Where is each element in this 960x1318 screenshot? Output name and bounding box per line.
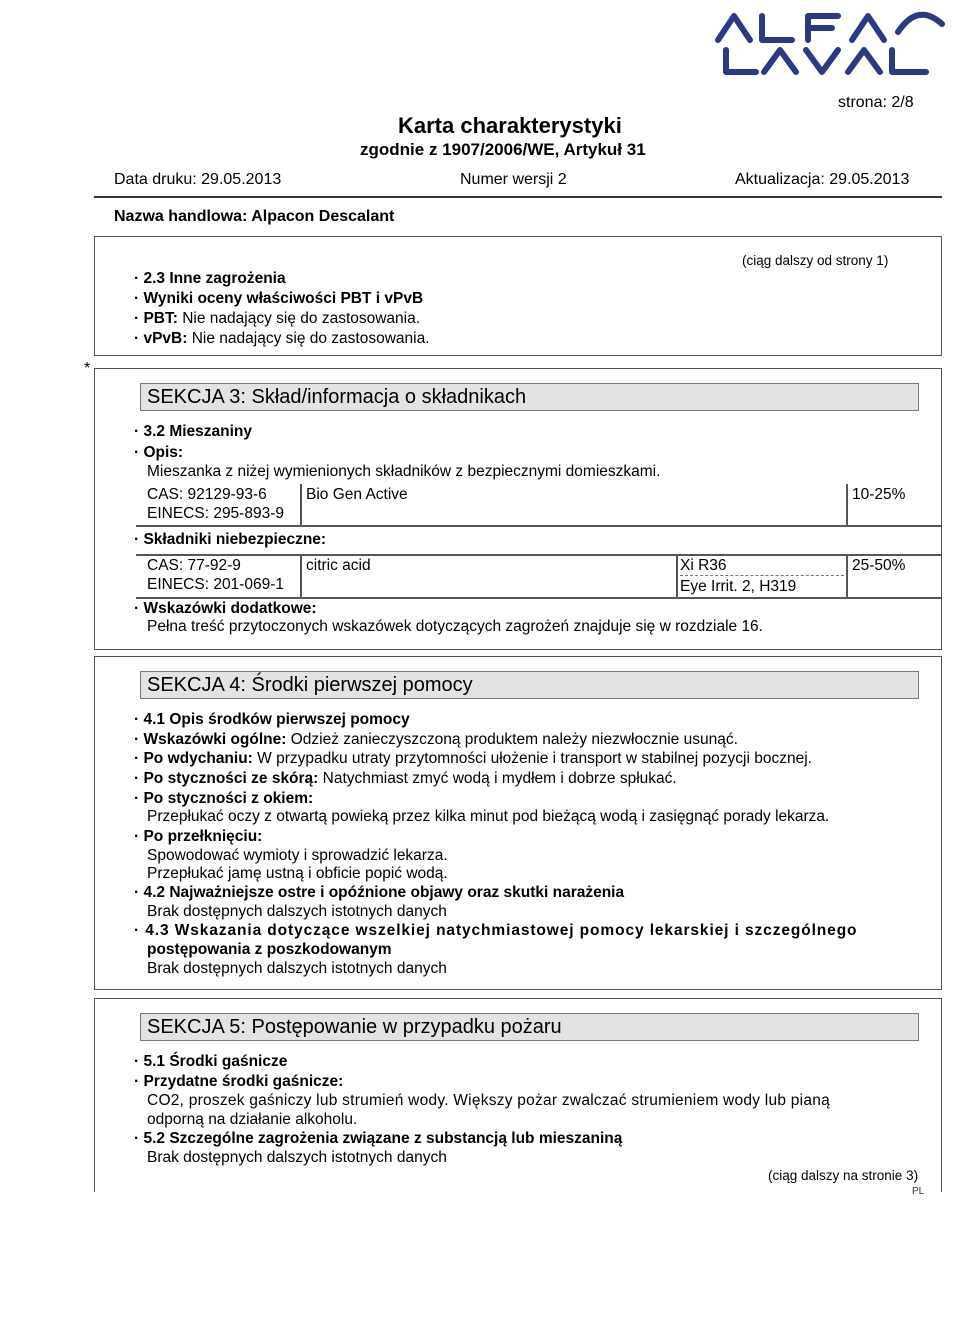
extinguishing-heading: 5.1 Środki gaśnicze bbox=[143, 1053, 288, 1070]
row1-pct-divider bbox=[846, 484, 848, 526]
sec2-line4: · vPvB: Nie nadający się do zastosowania. bbox=[134, 330, 430, 347]
sec5-suitable: · Przydatne środki gaśnicze: bbox=[134, 1073, 344, 1090]
skin-text: Natychmiast zmyć wodą i mydłem i dobrze spłukać. bbox=[322, 770, 677, 787]
row1-percent: 10-25% bbox=[852, 486, 906, 503]
suitable-text-2: odporną na działanie alkoholu. bbox=[147, 1111, 358, 1128]
row2-col-divider bbox=[300, 554, 302, 598]
general-text: Odzież zanieczyszczoną produktem należy niezwłocznie usunąć. bbox=[290, 731, 738, 748]
special-hazards-heading: 5.2 Szczególne zagrożenia związane z substancją lub mieszaniną bbox=[143, 1130, 623, 1147]
sec2-line3: · PBT: Nie nadający się do zastosowania. bbox=[134, 310, 421, 327]
inhalation-label: Po wdychaniu: bbox=[143, 750, 253, 767]
trade-name: Nazwa handlowa: Alpacon Descalant bbox=[114, 208, 395, 225]
sec4-inhalation: · Po wdychaniu: W przypadku utraty przytomności ułożenie i transport w stabilnej pozycji bocznej. bbox=[134, 750, 812, 767]
row2-pct-divider bbox=[846, 554, 848, 598]
desc-text: Mieszanka z niżej wymienionych składników z bezpiecznymi domieszkami. bbox=[147, 463, 661, 480]
language-code: PL bbox=[912, 1186, 925, 1197]
extra-text: Pełna treść przytoczonych wskazówek dotyczących zagrożeń znajduje się w rozdziale 16. bbox=[147, 618, 763, 635]
medical-attention-heading-cont: postępowania z poszkodowanym bbox=[147, 941, 392, 958]
sec3-extra-line: · Wskazówki dodatkowe: bbox=[134, 600, 317, 617]
row2-name: citric acid bbox=[306, 557, 371, 574]
ingestion-text-1: Spowodować wymioty i sprowadzić lekarza. bbox=[147, 847, 448, 864]
doc-subtitle: zgodnie z 1907/2006/WE, Artykuł 31 bbox=[360, 140, 646, 159]
sec4-s1: · 4.1 Opis środków pierwszej pomocy bbox=[134, 711, 410, 728]
row1-einecs: EINECS: 295-893-9 bbox=[147, 505, 284, 522]
skin-label: Po styczności ze skórą: bbox=[143, 770, 319, 787]
sec5-s1: · 5.1 Środki gaśnicze bbox=[134, 1053, 288, 1070]
sec2-line1: · 2.3 Inne zagrożenia bbox=[134, 270, 286, 287]
ingestion-text-2: Przepłukać jamę ustną i obficie popić wodą. bbox=[147, 865, 448, 882]
changed-marker: * bbox=[84, 360, 91, 377]
row2-cas: CAS: 77-92-9 bbox=[147, 557, 241, 574]
pbt-label: PBT: bbox=[143, 310, 178, 327]
hazardous-label: Składniki niebezpieczne: bbox=[143, 531, 327, 548]
continued-from: (ciąg dalszy od strony 1) bbox=[742, 253, 889, 268]
continued-on: (ciąg dalszy na stronie 3) bbox=[768, 1168, 919, 1183]
row1-col-divider bbox=[300, 484, 302, 526]
page-number: strona: 2/8 bbox=[838, 94, 914, 111]
row2-top-line bbox=[136, 554, 942, 556]
version-number: Numer wersji 2 bbox=[460, 171, 567, 188]
special-hazards-text: Brak dostępnych dalszych istotnych danych bbox=[147, 1149, 447, 1166]
sec3-sub: · 3.2 Mieszaniny bbox=[134, 423, 253, 440]
sec4-ingestion: · Po przełknięciu: bbox=[134, 828, 263, 845]
sec2-line2: · Wyniki oceny właściwości PBT i vPvB bbox=[134, 290, 424, 307]
company-logo bbox=[712, 4, 952, 80]
extra-label: Wskazówki dodatkowe: bbox=[143, 600, 317, 617]
doc-title: Karta charakterystyki bbox=[398, 113, 622, 138]
row2-bottom-line bbox=[136, 597, 942, 599]
ingestion-label: Po przełknięciu: bbox=[143, 828, 263, 845]
section-4-heading: SEKCJA 4: Środki pierwszej pomocy bbox=[140, 671, 919, 699]
sec4-s3: · 4.3 Wskazania dotyczące wszelkiej natychmiastowej pomocy lekarskiej i szczególnego bbox=[134, 922, 858, 939]
sec4-skin: · Po styczności ze skórą: Natychmiast zmyć wodą i mydłem i dobrze spłukać. bbox=[134, 770, 677, 787]
inhalation-text: W przypadku utraty przytomności ułożenie i transport w stabilnej pozycji bocznej. bbox=[257, 750, 812, 767]
sec2-pbt-title: Wyniki oceny właściwości PBT i vPvB bbox=[143, 290, 424, 307]
mixtures-heading: 3.2 Mieszaniny bbox=[143, 423, 253, 440]
update-date: Aktualizacja: 29.05.2013 bbox=[735, 171, 910, 188]
vpvb-text: Nie nadający się do zastosowania. bbox=[191, 330, 430, 347]
row1-bottom-line bbox=[136, 525, 942, 527]
section-5-heading: SEKCJA 5: Postępowanie w przypadku pożaru bbox=[140, 1013, 919, 1041]
row2-percent: 25-50% bbox=[852, 557, 906, 574]
symptoms-text: Brak dostępnych dalszych istotnych danych bbox=[147, 903, 447, 920]
vpvb-label: vPvB: bbox=[143, 330, 188, 347]
alfa-laval-logo-icon bbox=[712, 4, 952, 80]
sec3-haz-line: · Składniki niebezpieczne: bbox=[134, 531, 327, 548]
suitable-label: Przydatne środki gaśnicze: bbox=[143, 1073, 344, 1090]
row2-class2: Eye Irrit. 2, H319 bbox=[680, 578, 797, 595]
medical-attention-text: Brak dostępnych dalszych istotnych danych bbox=[147, 960, 447, 977]
header-divider bbox=[94, 196, 942, 198]
row1-name: Bio Gen Active bbox=[306, 486, 408, 503]
sec2-heading: 2.3 Inne zagrożenia bbox=[143, 270, 286, 287]
row1-cas: CAS: 92129-93-6 bbox=[147, 486, 267, 503]
sec5-s2: · 5.2 Szczególne zagrożenia związane z substancją lub mieszaniną bbox=[134, 1130, 623, 1147]
print-date: Data druku: 29.05.2013 bbox=[114, 171, 282, 188]
row2-einecs: EINECS: 201-069-1 bbox=[147, 576, 284, 593]
pbt-text: Nie nadający się do zastosowania. bbox=[182, 310, 421, 327]
sec4-eye: · Po styczności z okiem: bbox=[134, 790, 314, 807]
eye-label: Po styczności z okiem: bbox=[143, 790, 314, 807]
symptoms-heading: 4.2 Najważniejsze ostre i opóźnione objawy oraz skutki narażenia bbox=[143, 884, 625, 901]
suitable-text-1: CO2, proszek gaśniczy lub strumień wody. Większy pożar zwalczać strumieniem wody lub pianą bbox=[147, 1092, 830, 1109]
row2-class1: Xi R36 bbox=[680, 557, 727, 574]
eye-text: Przepłukać oczy z otwartą powieką przez kilka minut pod bieżącą wodą i zasięgnąć porady lekarza. bbox=[147, 808, 830, 825]
desc-label: Opis: bbox=[143, 444, 184, 461]
general-label: Wskazówki ogólne: bbox=[143, 731, 287, 748]
sec3-desc-label-line: · Opis: bbox=[134, 444, 184, 461]
class-dashed-separator bbox=[680, 575, 844, 576]
sec4-general: · Wskazówki ogólne: Odzież zanieczyszczoną produktem należy niezwłocznie usunąć. bbox=[134, 731, 738, 748]
section-3-heading: SEKCJA 3: Skład/informacja o składnikach bbox=[140, 383, 919, 411]
row2-class-divider bbox=[676, 554, 678, 598]
sec4-s2: · 4.2 Najważniejsze ostre i opóźnione objawy oraz skutki narażenia bbox=[134, 884, 625, 901]
first-aid-heading: 4.1 Opis środków pierwszej pomocy bbox=[143, 711, 410, 728]
medical-attention-heading: 4.3 Wskazania dotyczące wszelkiej natychmiastowej pomocy lekarskiej i szczególnego bbox=[145, 922, 858, 939]
